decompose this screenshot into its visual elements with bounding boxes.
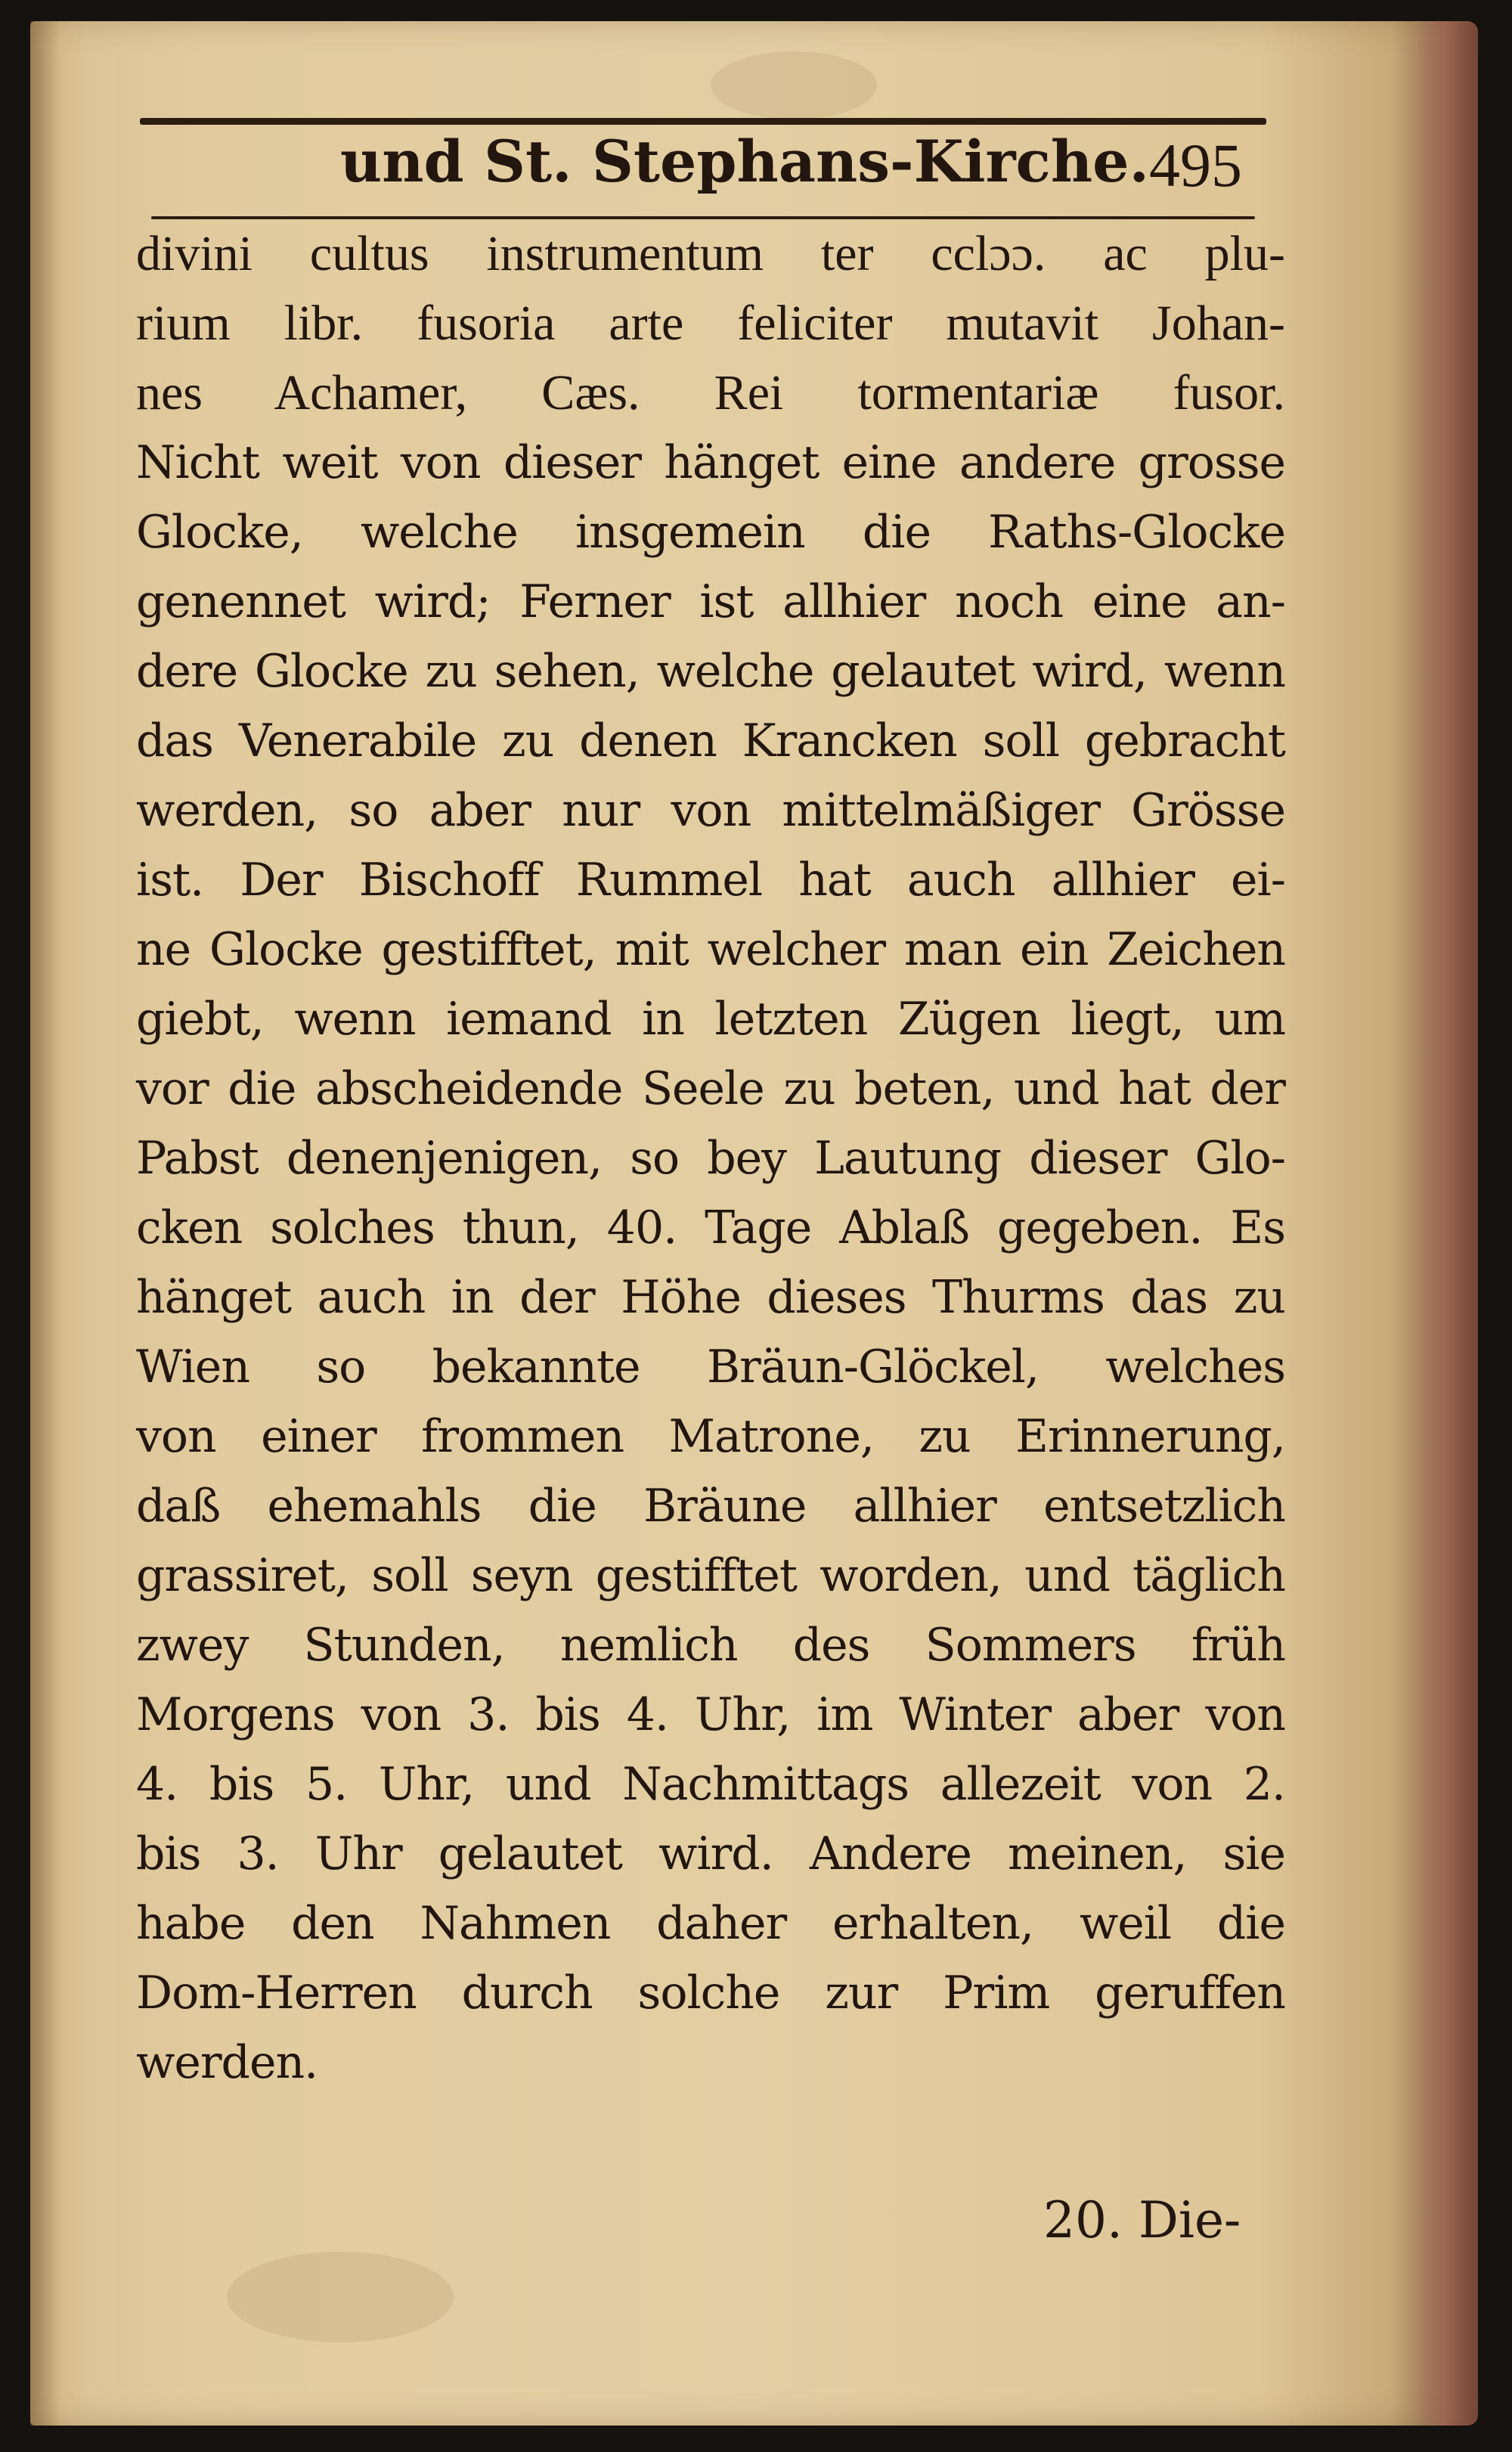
text-line: Wien so bekannte Bräun-Glöckel, welches [136, 1341, 1285, 1393]
catchword: 20. Die- [1043, 2191, 1241, 2249]
text-line: grassiret, soll seyn gestifftet worden, und täglich [136, 1549, 1285, 1602]
text-line: cken solches thun, 40. Tage Ablaß gegeben. Es [136, 1201, 1285, 1254]
body-text [136, 219, 1285, 2097]
text-line: daß ehemahls die Bräune allhier entsetzlich [136, 1480, 1285, 1533]
text-line: von einer frommen Matrone, zu Erinnerung, [136, 1410, 1285, 1463]
text-line: bis 3. Uhr gelautet wird. Andere meinen, sie [136, 1827, 1285, 1880]
page-edge [1418, 21, 1478, 2426]
text-line: nes Achamer, Cæs. Rei tormentariæ fusor. [136, 365, 1285, 420]
running-title: und St. Stephans-Kirche. [340, 128, 1149, 195]
page-number: 495 [1149, 131, 1242, 200]
book-page [30, 21, 1478, 2426]
text-line: das Venerabile zu denen Krancken soll gebracht [136, 715, 1285, 767]
text-line: Glocke, welche insgemein die Raths-Glocke [136, 506, 1285, 559]
text-line: werden, so aber nur von mittelmäßiger Grösse [136, 784, 1285, 837]
text-line: ist. Der Bischoff Rummel hat auch allhier ei- [136, 854, 1285, 907]
text-line: dere Glocke zu sehen, welche gelautet wird, wenn [136, 645, 1285, 698]
page-gutter-shadow [30, 21, 60, 2426]
text-line: habe den Nahmen daher erhalten, weil die [136, 1897, 1285, 1950]
text-line: Nicht weit von dieser hänget eine andere grosse [136, 436, 1285, 489]
text-line: zwey Stunden, nemlich des Sommers früh [136, 1619, 1285, 1672]
text-line: rium libr. fusoria arte feliciter mutavit Johan- [136, 296, 1285, 351]
text-line: Pabst denenjenigen, so bey Lautung dieser Glo- [136, 1132, 1285, 1185]
text-line: werden. [136, 2036, 318, 2089]
text-line: vor die abscheidende Seele zu beten, und hat der [136, 1062, 1285, 1115]
text-line: Dom-Herren durch solche zur Prim geruffen [136, 1967, 1285, 2020]
text-line: ne Glocke gestifftet, mit welcher man ein Zeichen [136, 923, 1285, 976]
paper-stain [711, 51, 877, 119]
text-line: giebt, wenn iemand in letzten Zügen liegt, um [136, 993, 1285, 1046]
text-line: genennet wird; Ferner ist allhier noch eine an- [136, 575, 1285, 628]
paper-stain [227, 2252, 454, 2342]
text-line: divini cultus instrumentum ter cclɔɔ. ac plu- [136, 226, 1285, 281]
text-line: 4. bis 5. Uhr, und Nachmittags allezeit von 2. [136, 1758, 1285, 1811]
header-rule-top [140, 118, 1266, 125]
text-line: hänget auch in der Höhe dieses Thurms das zu [136, 1271, 1285, 1324]
text-line: Morgens von 3. bis 4. Uhr, im Winter aber von [136, 1688, 1285, 1741]
